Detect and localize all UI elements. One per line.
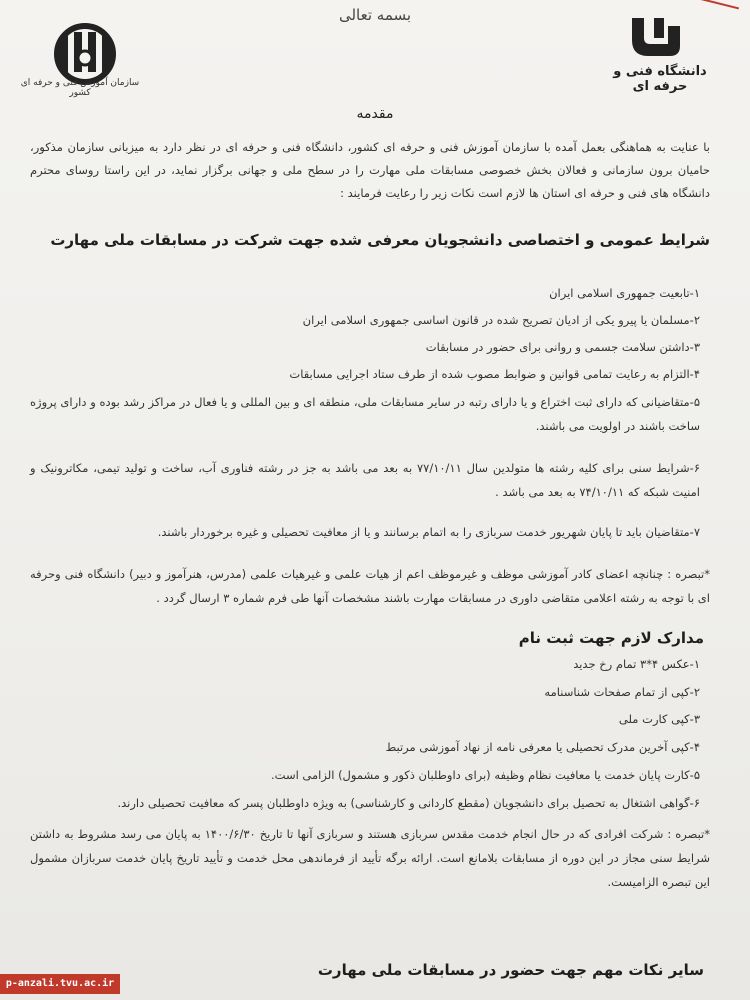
condition-item: ۴-التزام به رعایت تمامی قوانین و ضوابط مصوب شده از طرف ستاد اجرایی مسابقات <box>289 367 700 381</box>
document-item: ۱-عکس ۴*۳ تمام رخ جدید <box>573 657 700 671</box>
condition-item: ۱-تابعیت جمهوری اسلامی ایران <box>549 286 700 300</box>
bismillah-heading: بسمه تعالی <box>338 6 412 24</box>
intro-paragraph: با عنایت به هماهنگی بعمل آمده با سازمان آموزش فنی و حرفه ای کشور، دانشگاه فنی و حرفه ای در نظر دارد به میزبانی سازمان مذکور، حامیان برون سازمانی و فعالان بخش خصوصی مسابقات ملی مهارت را در سطح ملی و جهانی برگزار نماید، در این راستا روسای محترم دانشگاه های فنی و حرفه ای استان ها لازم است نکات زیر را رعایت فرمایند : <box>30 140 710 200</box>
condition-item: ۷-متقاضیان باید تا پایان شهریور خدمت سربازی را به اتمام برسانند و یا از معافیت تحصیلی و غیره برخوردار باشند. <box>157 525 700 539</box>
document-item: ۲-کپی از تمام صفحات شناسنامه <box>544 685 700 699</box>
tvu-logo-icon <box>610 10 690 70</box>
right-logo-caption: دانشگاه فنی و حرفه ای <box>613 64 707 94</box>
source-watermark: p-anzali.tvu.ac.ir <box>0 974 120 994</box>
documents-heading: مدارک لازم جهت ثبت نام <box>518 629 704 647</box>
document-item: ۵-کارت پایان خدمت یا معافیت نظام وظیفه (برای داوطلبان ذکور و مشمول) الزامی است. <box>271 768 700 782</box>
condition-item: ۳-داشتن سلامت جسمی و روانی برای حضور در مسابقات <box>425 340 700 354</box>
conditions-heading: شرایط عمومی و اختصاصی دانشجویان معرفی شده جهت شرکت در مسابقات ملی مهارت <box>50 231 710 249</box>
condition-item: ۲-مسلمان یا پیرو یکی از ادیان تصریح شده در قانون اساسی جمهوری اسلامی ایران <box>302 313 700 327</box>
document-item: ۳-کپی کارت ملی <box>618 712 700 726</box>
left-logo-caption: سازمان آموزش فنی و حرفه ای کشور <box>20 78 140 98</box>
condition-item: ۶-شرایط سنی برای کلیه رشته ها متولدین سال ۷۷/۱۰/۱۱ به بعد می باشد به جز در رشته فناوری آب، ساخت و تولید تیمی، مکاترونیک و امنیت شبکه که ۷۴/۱۰/۱۱ به بعد می باشد . <box>30 461 700 499</box>
document-item: ۶-گواهی اشتغال به تحصیل برای دانشجویان (مقطع کاردانی و کارشناسی) به ویژه داوطلبان پسر که معافیت تحصیلی دارند. <box>117 796 700 810</box>
documents-note: *تبصره : شرکت افرادی که در حال انجام خدمت مقدس سربازی هستند و سربازی آنها تا تاریخ ۱۴۰۰/۶/۳۰ به پایان می رسد مشروط به داشتن شرایط سنی مجاز در این دوره از مسابقات بلامانع است. ارائه برگه تأیید از فرماندهی محل خدمت و تأیید تاریخ پایان خدمت سربازان مشمول این تبصره الزامیست. <box>30 827 710 889</box>
intro-heading: مقدمه <box>356 106 394 122</box>
conditions-note: *تبصره : چنانچه اعضای کادر آموزشی موظف و غیرموظف اعم از هیات علمی و غیرهیات علمی (مدرس، هنرآموز و دبیر) دانشگاه فنی وحرفه ای با توجه به رشته اعلامی متقاضی داوری در مسابقات مهارت باشند مشخصات آنها طی فرم شماره ۳ ارسال گردد . <box>30 567 710 605</box>
condition-item: ۵-متقاضیانی که دارای ثبت اختراع و یا دارای رتبه در سایر مسابقات ملی، منطقه ای و بین المللی و یا فعال در مراکز رشد بوده و دارای پروژه ساخت باشند در اولویت می باشند. <box>30 395 700 433</box>
other-notes-heading: سایر نکات مهم جهت حضور در مسابقات ملی مهارت <box>317 961 704 979</box>
document-item: ۴-کپی آخرین مدرک تحصیلی یا معرفی نامه از نهاد آموزشی مرتبط <box>385 740 700 754</box>
